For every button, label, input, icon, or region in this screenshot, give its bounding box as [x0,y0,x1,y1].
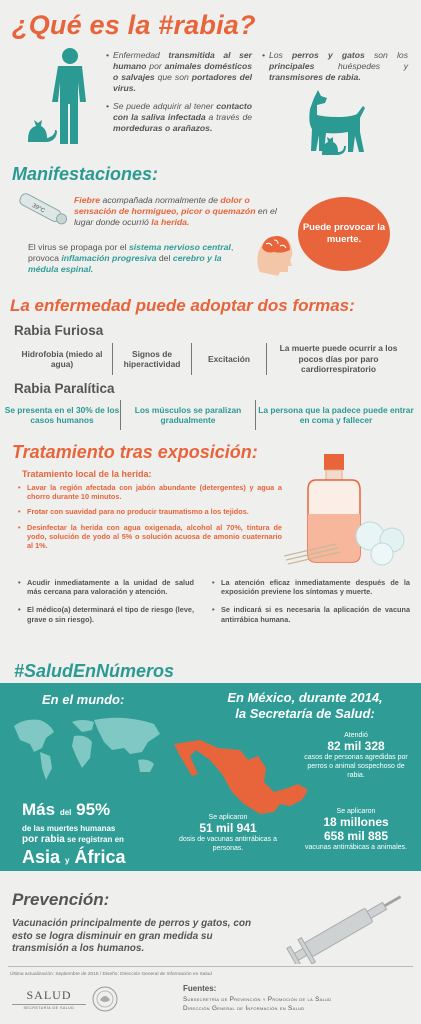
tratamiento-subtitle: Tratamiento local de la herida: [22,469,152,479]
text-run: sistema nervioso central [128,242,231,252]
text-run: transmitida al ser humano [113,50,252,71]
text-run: a través de [205,112,253,122]
text-run: del [156,253,173,264]
rabia-paralitica-title: Rabia Paralítica [14,381,115,396]
text-run: por [146,61,165,71]
page-title: ¿Qué es la #rabia? [12,10,256,40]
paralitica-row [4,400,416,430]
text-run: perros y gatos [292,50,365,60]
atendio-label: Atendió [344,732,368,739]
furiosa-cell: Excitación [208,353,250,364]
salud-en-numeros-title: #SaludEnNúmeros [14,661,175,681]
del-label: del [59,808,72,817]
mundo-line2: de las muertes humanas [22,824,116,833]
text-run: huéspedes y [314,61,408,71]
bottle-cotton-illustration [284,452,414,568]
animales-stat [296,808,416,852]
manifestaciones-text-1 [74,195,294,229]
text-run: mordeduras o arañazos. [113,123,213,133]
text-run: , provoca [28,242,234,264]
manifestaciones-title: Manifestaciones: [12,164,159,184]
animales-value-1: 18 millones [323,815,389,829]
mexico-title-line2: la Secretaría de Salud: [235,706,375,721]
death-badge: Puede provocar la muerte. [298,197,390,271]
mexico-title [196,690,414,722]
atendio-desc: casos de personas agredidas por perros o animal sospechoso de rabia. [304,754,408,779]
tratamiento-item: • Lavar la región afectada con jabón abundante (detergentes) y agua a chorro durante 10 minutos. [18,483,282,501]
dog-cat-illustration [292,88,380,158]
atendio-value: 82 mil 328 [327,739,385,753]
formas-title: La enfermedad puede adoptar dos formas: [10,296,355,315]
salud-logo-subtext: SECRETARÍA DE SALUD [12,1004,86,1010]
fuentes-label: Fuentes: [183,984,217,993]
text-run: principales [269,61,315,71]
personas-desc: dosis de vacunas antirrábicas a personas. [178,836,278,852]
text-run: dolor o sensación de hormigueo, picor o quemazón [74,195,256,217]
tratamiento-item: • Frotar con suavidad para no producir traumatismo a los tejidos. [18,507,282,516]
personas-stat [176,814,280,853]
prevencion-text: Vacunación principalmente de perros y gatos, con esto se logra disminuir en gran medida su transmisión a los humanos. [12,918,252,954]
tratamiento-item: • Desinfectar la herida con agua oxigenada, alcohol al 70%, tintura de yodo, solución de yodo al 5% o solución acuosa de amonio cuaternario al 1%. [18,523,282,551]
personas-value: 51 mil 941 [199,821,257,835]
intro-left-bullets [106,50,252,141]
head-brain-icon [250,232,296,278]
text-run: inflamación progresiva [61,253,157,264]
person-cat-illustration [22,46,102,148]
y-label: y [65,856,70,865]
paralitica-cell: Los músculos se paralizan gradualmente [134,404,242,425]
text-run: animales domésticos o salvajes [113,61,252,82]
text-run: en el lugar donde ocurrió [74,206,277,228]
salud-logo [12,988,86,1010]
atendio-stat [300,732,412,780]
salud-logo-text: SALUD [26,988,72,1002]
thermometer-reading: 39°C [30,202,46,215]
manifestaciones-text-2 [28,242,250,276]
tratamiento-note: • Se indicará si es necesaria la aplicación de vacuna antirrábica humana. [212,605,410,623]
text-run: la herida. [151,217,190,228]
text-run: que son [154,72,192,82]
mundo-title: En el mundo: [42,692,125,707]
tratamiento-note: • Acudir inmediatamente a la unidad de salud más cercana para valoración y atención. [18,578,194,596]
furiosa-cell: Signos de hiperactividad [123,348,181,369]
mas-label: Más [22,800,56,819]
syringe-icon [282,890,410,964]
tratamiento-gray-left [18,578,194,633]
text-run: El virus se propaga por el [28,242,129,252]
mexico-seal-icon [92,986,118,1012]
tratamiento-note: • La atención eficaz inmediatamente después de la exposición previene los síntomas y muerte. [212,578,410,596]
paralitica-cell: Se presenta en el 30% de los casos humanos [4,404,120,425]
animales-desc: vacunas antirrábicas a animales. [305,844,407,851]
text-run: transmisores de rabia. [269,72,361,82]
animales-label: Se aplicaron [336,808,376,815]
text-run: cerebro y la médula espinal. [28,253,222,275]
animales-value-2: 658 mil 885 [323,829,389,843]
text-run: Se puede adquirir al tener [113,101,217,111]
text-run: son los [364,50,408,60]
world-map-icon [10,712,170,782]
intro-bullet [106,101,252,134]
text-run: contacto con la saliva infectada [113,101,252,122]
intro-bullet [106,50,252,94]
intro-bullet [262,50,408,83]
fuente-item: Subsecretría de Prevención y Promoción de la Salud [183,996,332,1003]
text-run: Los [269,50,293,60]
mexico-title-line1: En México, durante 2014, [227,690,383,705]
furiosa-cell: Hidrofobia (miedo al agua) [21,348,103,369]
furiosa-cell: La muerte puede ocurrir a los pocos días por paro cardiorrespiratorio [279,343,398,375]
tratamiento-local-list [18,483,282,556]
prevencion-title: Prevención: [12,890,110,909]
thermometer-icon [16,187,70,231]
asia-label: Asia [22,847,61,867]
fuentes-list [183,995,332,1013]
tratamiento-gray-right [212,578,410,633]
tratamiento-note: • El médico(a) determinará el tipo de riesgo (leve, grave o sin riesgo). [18,605,194,623]
tratamiento-title: Tratamiento tras exposición: [12,442,258,462]
text-run: Enfermedad [113,50,169,60]
update-note: Última actualización: Septiembre de 2015 / Diseño: Dirección General de Información en Salud [10,972,212,977]
text-run: acompañada normalmente de [100,195,221,205]
furiosa-row [12,343,410,375]
mundo-line3a: por rabia [22,834,65,845]
rabia-furiosa-title: Rabia Furiosa [14,323,104,338]
paralitica-cell: La persona que la padece puede entrar en coma y fallecer [258,404,414,425]
pct-value: 95% [76,800,111,819]
text-run: Fiebre [74,195,101,205]
personas-label: Se aplicaron [208,814,248,821]
mundo-line3b: se registran en [67,835,124,844]
footer-divider [8,966,413,967]
text-run: portadores del virus. [113,72,253,93]
mexico-map-icon [170,738,320,816]
fuente-item: Dirección General de Información en Salud [183,1005,305,1012]
mundo-stat [22,800,182,872]
intro-right-bullet [262,50,408,90]
africa-label: África [74,847,126,867]
